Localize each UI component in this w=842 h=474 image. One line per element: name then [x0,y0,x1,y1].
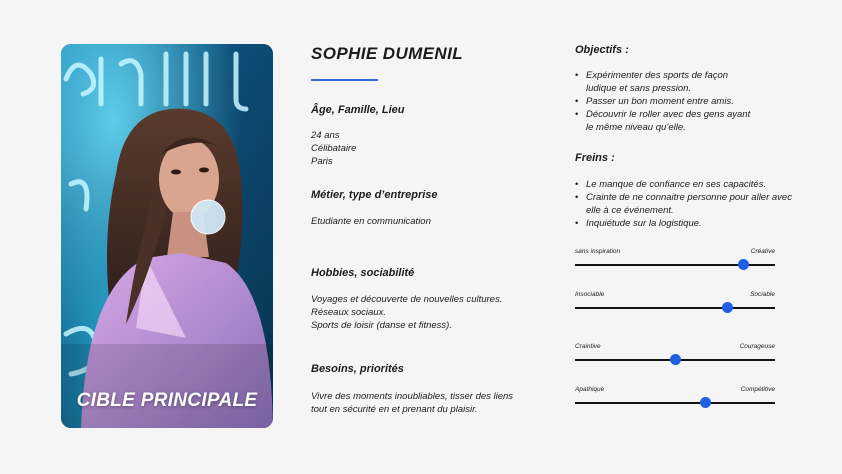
needs-line: tout en sécurité en et prenant du plaisir. [311,404,478,415]
brakes-list [575,178,815,230]
job-line: Etudiante en communication [311,216,431,227]
needs-section-body [311,390,541,416]
slider-right-label: Sociable [750,291,775,298]
slider-left-label: Craintive [575,343,601,350]
age-section-title: Âge, Famille, Lieu [311,104,405,116]
persona-details [311,44,541,415]
name-underline [311,79,378,81]
age-line: 24 ans [311,130,340,141]
brakes-title: Freins : [575,152,615,164]
hobbies-line: Réseaux sociaux. [311,307,386,318]
slider-handle[interactable] [670,354,681,365]
slider-left-label: sans inspiration [575,248,621,255]
objectives-list [575,69,815,134]
needs-section-title: Besoins, priorités [311,363,404,375]
slider-track[interactable] [575,307,775,309]
hobbies-section-body [311,293,541,332]
slider-handle[interactable] [700,397,711,408]
age-section-body [311,129,541,168]
list-item: • Crainte de ne connaitre personne pour aller avec elle à ce événement. [575,191,815,217]
slider-left-label: Insociable [575,291,605,298]
hobbies-section-title: Hobbies, sociabilité [311,267,415,279]
trait-slider-courage[interactable] [575,343,775,367]
objectives-title: Objectifs : [575,44,629,56]
location-line: Paris [311,156,333,167]
slider-handle[interactable] [738,259,749,270]
list-item: • Le manque de confiance en ses capacités. [575,178,815,191]
needs-line: Vivre des moments inoubliables, tisser des liens [311,391,514,402]
persona-name: SOPHIE DUMENIL [311,44,464,63]
persona-caption: CIBLE PRINCIPALE [76,390,258,411]
family-line: Célibataire [311,143,357,154]
slider-right-label: Compétitive [740,386,775,393]
trait-slider-creativity[interactable] [575,248,775,272]
hobbies-line: Voyages et découverte de nouvelles cultures. [311,294,503,305]
list-item: • Expérimenter des sports de façon ludique et sans pression. [575,69,815,95]
persona-photo-card [61,44,273,428]
slider-track[interactable] [575,402,775,404]
woman-portrait-photo [61,44,273,428]
trait-slider-sociability[interactable] [575,291,775,315]
list-item: • Inquiétude sur la logistique. [575,217,815,230]
list-item: • Découvrir le roller avec des gens ayant le même niveau qu’elle. [575,108,815,134]
job-section-title: Métier, type d’entreprise [311,189,438,201]
slider-left-label: Apathique [575,386,605,393]
slider-handle[interactable] [722,302,733,313]
slider-right-label: Créative [750,248,775,255]
hobbies-line: Sports de loisir (danse et fitness). [311,320,452,331]
list-item: • Passer un bon moment entre amis. [575,95,815,108]
job-section-body [311,215,541,228]
slider-right-label: Courageuse [739,343,775,350]
trait-slider-competitiveness[interactable] [575,386,775,410]
